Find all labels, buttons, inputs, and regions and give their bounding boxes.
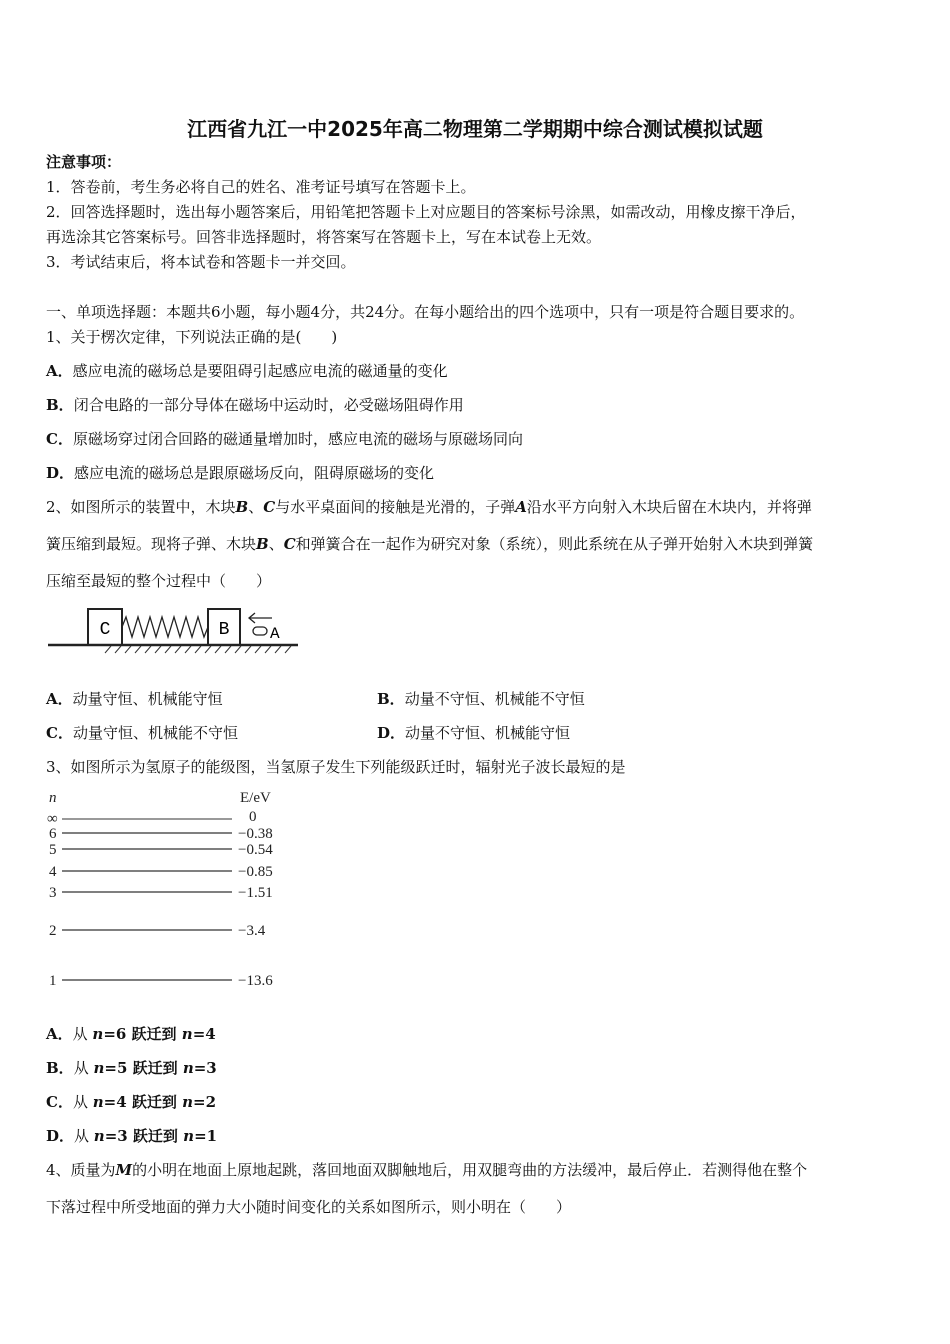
q2-option-d[interactable]: D．动量不守恒、机械能守恒: [377, 724, 571, 742]
question-2-line-3: 压缩至最短的整个过程中（ ）: [46, 572, 272, 590]
q1-option-c[interactable]: [46, 429, 523, 449]
svg-text:2: 2: [49, 923, 57, 939]
notice-line-4: 3．考试结束后，将本试卷和答题卡一并交回。: [46, 253, 356, 271]
energy-axis-label: E/eV: [240, 790, 271, 806]
option-text: 感应电流的磁场总是要阻碍引起感应电流的磁通量的变化: [72, 362, 448, 380]
svg-text:0: 0: [249, 809, 257, 825]
svg-text:−1.51: −1.51: [238, 885, 273, 901]
question-1-stem: 1、关于楞次定律，下列说法正确的是( ): [46, 328, 338, 346]
option-text: 原磁场穿过闭合回路的磁通量增加时，感应电流的磁场与原磁场同向: [72, 430, 523, 448]
notice-line-1: 1．答卷前，考生务必将自己的姓名、准考证号填写在答题卡上。: [46, 178, 476, 196]
option-label: B．: [46, 396, 74, 414]
notice-line-2: 2．回答选择题时，选出每小题答案后，用铅笔把答题卡上对应题目的答案标号涂黑，如需改动，用橡皮擦干净后，: [46, 203, 806, 221]
option-label: D．: [46, 464, 75, 482]
q3-option-a[interactable]: A．从 n=6 跃迁到 n=4: [46, 1025, 216, 1043]
svg-text:−13.6: −13.6: [238, 973, 273, 989]
block-c-label: C: [99, 620, 111, 640]
option-text: 感应电流的磁场总是跟原磁场反向，阻碍原磁场的变化: [74, 464, 435, 482]
notice-heading: 注意事项：: [46, 153, 122, 171]
q1-option-d[interactable]: [46, 463, 434, 483]
q3-option-b[interactable]: B．从 n=5 跃迁到 n=3: [46, 1059, 217, 1077]
question-4-line-2: 下落过程中所受地面的弹力大小随时间变化的关系如图所示，则小明在（ ）: [46, 1198, 572, 1216]
svg-text:−3.4: −3.4: [238, 923, 266, 939]
q2-option-c[interactable]: C．动量守恒、机械能不守恒: [46, 724, 238, 742]
option-label: C．: [46, 430, 73, 448]
svg-text:6: 6: [49, 826, 57, 842]
option-text: 闭合电路的一部分导体在磁场中运动时，必受磁场阻碍作用: [73, 396, 464, 414]
n-axis-label: n: [49, 790, 57, 806]
question-4-line-1: 4、质量为M的小明在地面上原地起跳，落回地面双脚触地后，用双腿弯曲的方法缓冲，最后停止．若测得他在整个: [46, 1161, 808, 1179]
question-2-line-2: 簧压缩到最短。现将子弹、木块B、C和弹簧合在一起作为研究对象（系统），则此系统在从子弹开始射入木块到弹簧: [46, 535, 814, 553]
q3-option-c[interactable]: C．从 n=4 跃迁到 n=2: [46, 1093, 217, 1111]
svg-text:4: 4: [49, 864, 57, 880]
q2-option-a[interactable]: A．动量守恒、机械能守恒: [46, 690, 223, 708]
svg-text:−0.85: −0.85: [238, 864, 273, 880]
q1-option-b[interactable]: [46, 395, 464, 415]
energy-level-diagram: [44, 788, 289, 993]
bullet-label: A: [270, 625, 280, 643]
q3-option-d[interactable]: D．从 n=3 跃迁到 n=1: [46, 1127, 218, 1145]
q1-option-a[interactable]: [46, 361, 448, 381]
question-3-stem: 3、如图所示为氢原子的能级图，当氢原子发生下列能级跃迁时，辐射光子波长最短的是: [46, 758, 626, 776]
option-label: A．: [46, 362, 73, 380]
bullet: [253, 627, 267, 635]
svg-text:−0.38: −0.38: [238, 826, 273, 842]
section-heading: 一、单项选择题：本题共6小题，每小题4分，共24分。在每小题给出的四个选项中，只有一项是符合题目要求的。: [46, 303, 805, 321]
notice-line-3: 再选涂其它答案标号。回答非选择题时，将答案写在答题卡上，写在本试卷上无效。: [46, 228, 602, 246]
spring: [122, 617, 208, 637]
svg-text:−0.54: −0.54: [238, 842, 273, 858]
question-2-line-1: 2、如图所示的装置中，木块B、C与水平桌面间的接触是光滑的，子弹A沿水平方向射入木块后留在木块内，并将弹: [46, 498, 812, 516]
svg-text:5: 5: [49, 842, 57, 858]
spring-block-figure: [46, 603, 306, 658]
block-b-label: B: [218, 620, 230, 640]
page-title: 江西省九江一中2025年高二物理第二学期期中综合测试模拟试题: [187, 117, 763, 141]
svg-text:∞: ∞: [47, 811, 58, 827]
svg-text:3: 3: [49, 885, 57, 901]
q2-option-b[interactable]: B．动量不守恒、机械能不守恒: [377, 690, 585, 708]
svg-text:1: 1: [49, 973, 57, 989]
